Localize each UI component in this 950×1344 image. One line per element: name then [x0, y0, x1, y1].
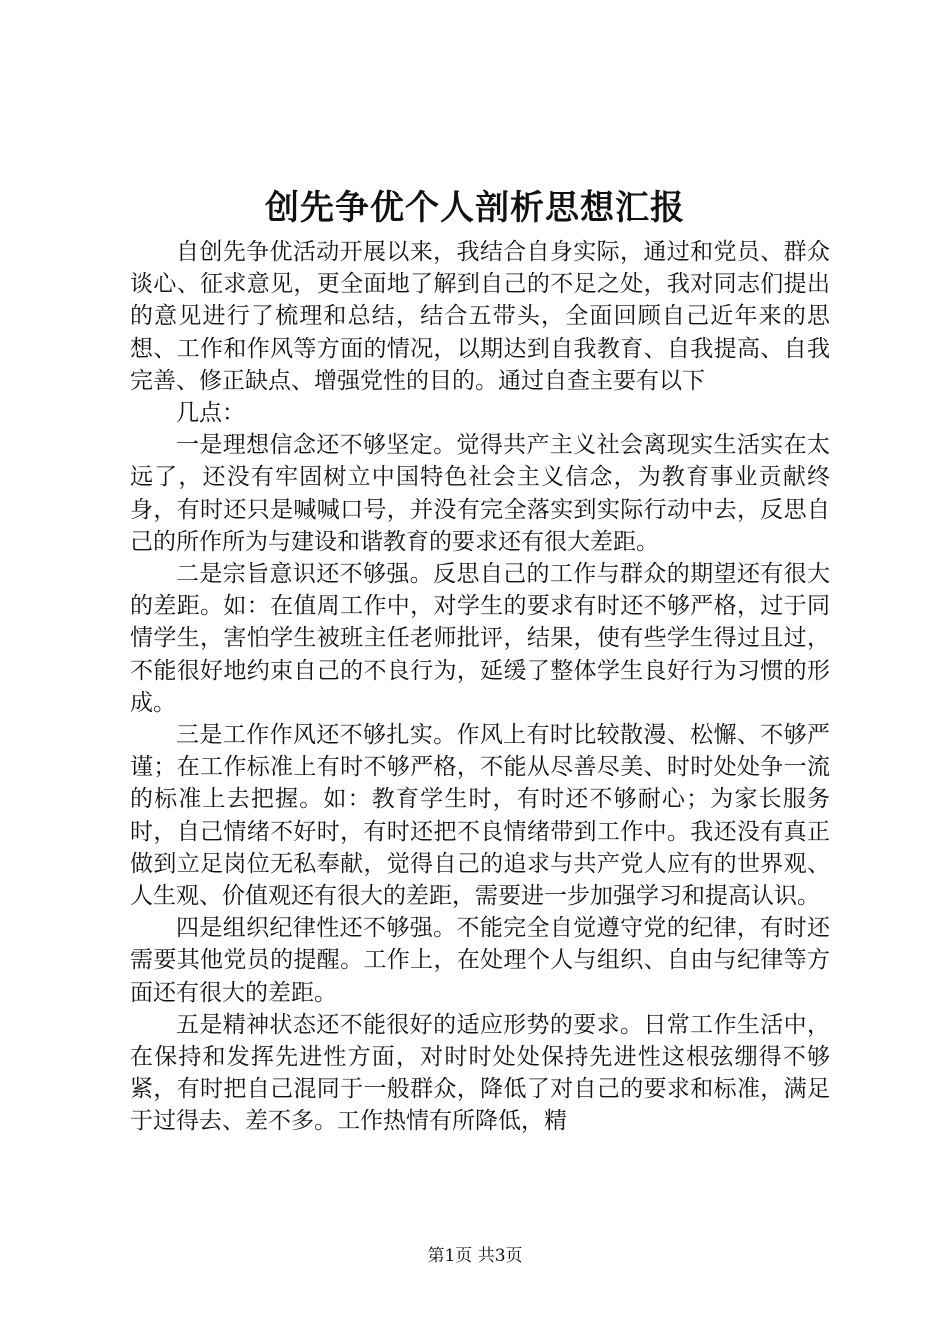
document-title: 创先争优个人剖析思想汇报 [265, 188, 685, 228]
point-five-paragraph: 五是精神状态还不能很好的适应形势的要求。日常工作生活中，在保持和发挥先进性方面，对时时处处保持先进性这根弦绷得不够紧，有时把自己混同于一般群众，降低了对自己的要求和标准，满足于过得去、差不多。工作热情有所降低，精 [130, 1011, 830, 1135]
page-number-footer: 第1页 共3页 [427, 1246, 523, 1266]
intro-paragraph: 自创先争优活动开展以来，我结合自身实际，通过和党员、群众谈心、征求意见，更全面地了解到自己的不足之处，我对同志们提出的意见进行了梳理和总结，结合五带头，全面回顾自己近年来的思想、工作和作风等方面的情况，以期达到自我教育、自我提高、自我完善、修正缺点、增强党性的目的。通过自查主要有以下 [130, 239, 830, 394]
document-body [130, 236, 830, 1138]
point-three-paragraph: 三是工作作风还不够扎实。作风上有时比较散漫、松懈、不够严谨；在工作标准上有时不够严格，不能从尽善尽美、时时处处争一流的标准上去把握。如：教育学生时，有时还不够耐心；为家长服务时，自己情绪不好时，有时还把不良情绪带到工作中。我还没有真正做到立足岗位无私奉献，觉得自己的追求与共产党人应有的世界观、人生观、价值观还有很大的差距，需要进一步加强学习和提高认识。 [130, 722, 830, 910]
point-one-paragraph: 一是理想信念还不够坚定。觉得共产主义社会离现实生活实在太远了，还没有牢固树立中国特色社会主义信念，为教育事业贡献终身，有时还只是喊喊口号，并没有完全落实到实际行动中去，反思自己的所作所为与建设和谐教育的要求还有很大差距。 [130, 432, 830, 555]
intro-continuation-paragraph: 几点： [176, 400, 245, 427]
point-four-paragraph: 四是组织纪律性还不够强。不能完全自觉遵守党的纪律，有时还需要其他党员的提醒。工作上，在处理个人与组织、自由与纪律等方面还有很大的差距。 [130, 915, 830, 1006]
point-two-paragraph: 二是宗旨意识还不够强。反思自己的工作与群众的期望还有很大的差距。如：在值周工作中，对学生的要求有时还不够严格，过于同情学生，害怕学生被班主任老师批评，结果，使有些学生得过且过，不能很好地约束自己的不良行为，延缓了整体学生良好行为习惯的形成。 [130, 561, 830, 716]
